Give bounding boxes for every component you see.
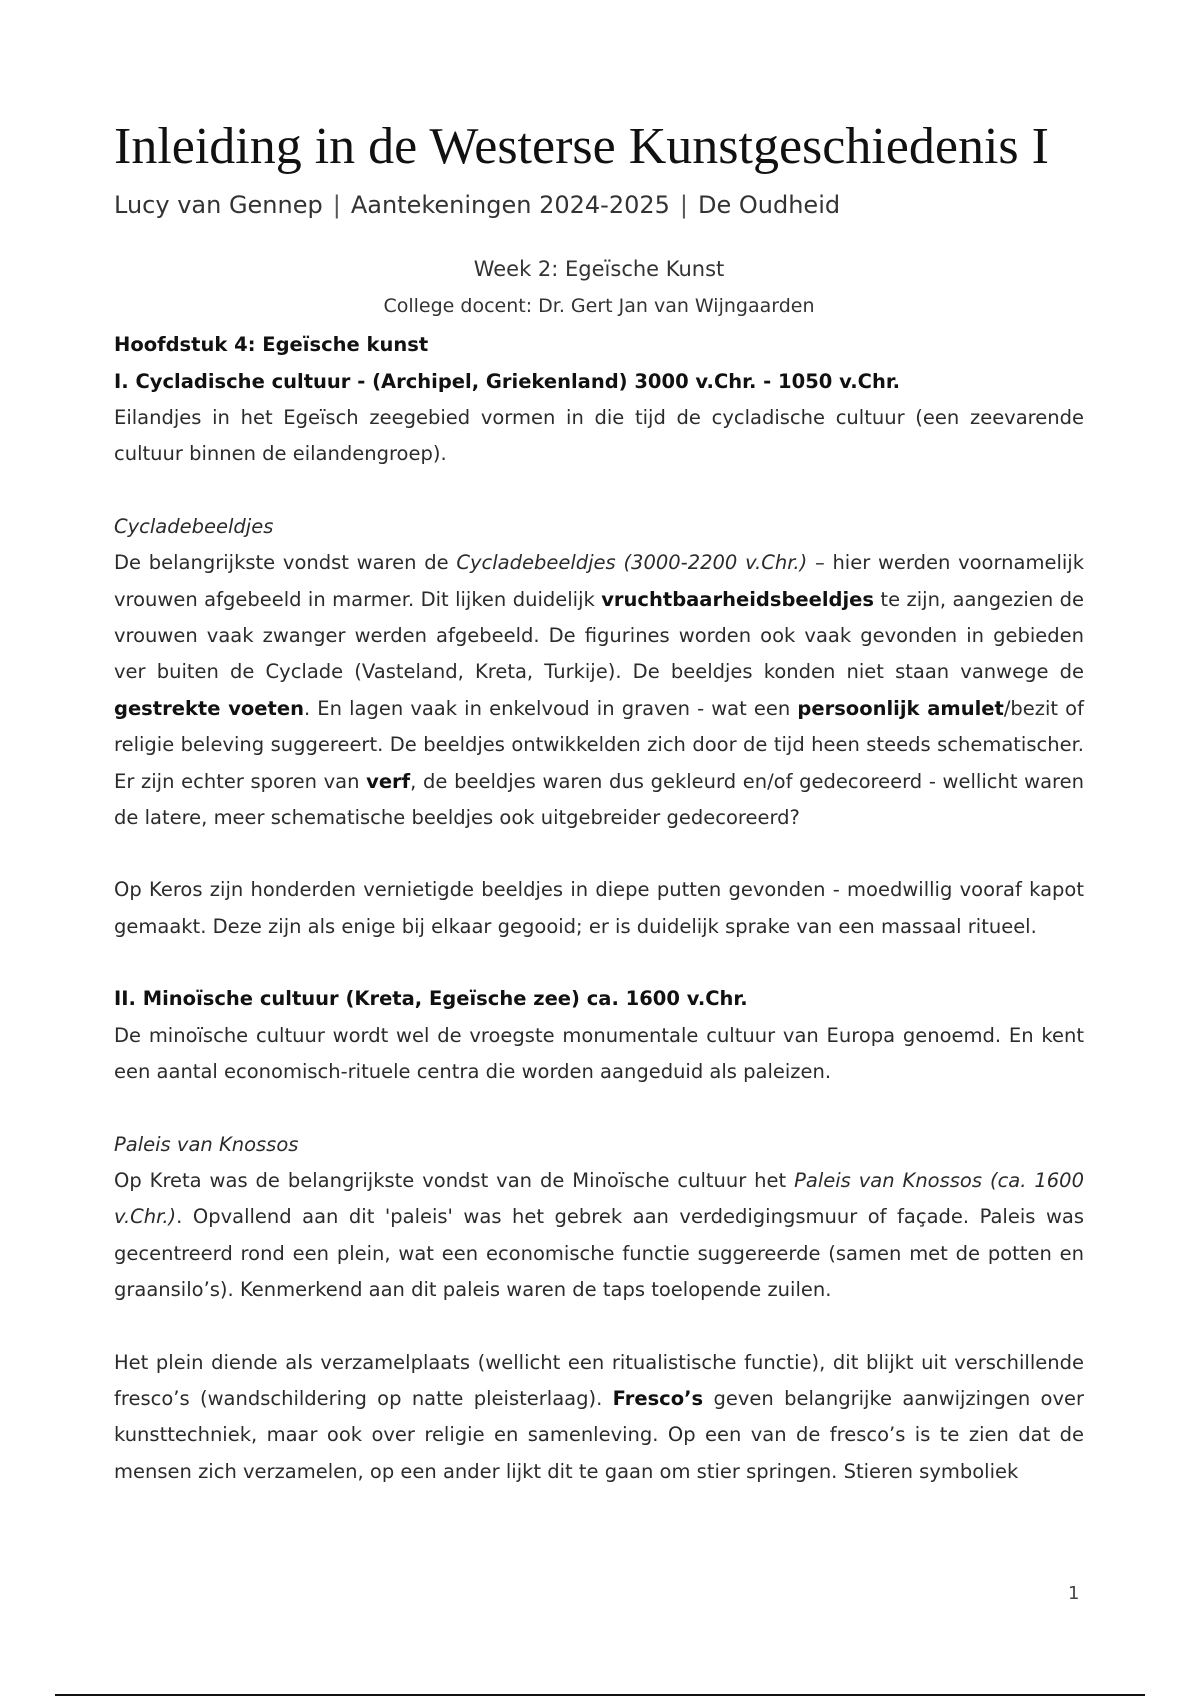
text: /bezit of religie beleving suggereert. De beeldjes ontwikkelden zich door de tijd heen steeds schematischer. Er zijn echter sporen van: [114, 696, 1084, 793]
lecturer-line: College docent: Dr. Gert Jan van Wijngaarden: [383, 295, 815, 318]
bold-term: persoonlijk amulet: [797, 696, 1004, 720]
section-intro-cycladic: Eilandjes in het Egeïsch zeegebied vormen in die tijd de cycladische cultuur (een zeevarende cultuur binnen de eilandengroep).: [114, 406, 1084, 466]
text: geven belangrijke aanwijzingen over kunsttechniek, maar ook over religie en samenleving. Op een van de fresco’s is te zien dat de mensen zich verzamelen, op een ander lijkt dit te gaan om stier springen. Stieren symboliek: [114, 1386, 1085, 1483]
paragraph-keros: Op Keros zijn honderden vernietigde beeldjes in diepe putten gevonden - moedwillig vooraf kapot gemaakt. Deze zijn als enige bij elkaar gegooid; er is duidelijk sprake van een massaal ritueel.: [114, 878, 1084, 938]
separator: |: [679, 191, 688, 220]
paragraph-cycladebeeldjes: [114, 545, 1084, 836]
notes-label: Aantekeningen 2024-2025: [350, 191, 670, 220]
italic-text: Cycladebeeldjes (3000-2200 v.Chr.): [456, 551, 808, 575]
paragraph-frescos: [114, 1345, 1084, 1491]
text: te zijn, aangezien de vrouwen vaak zwanger werden afgebeeld. De figurines worden ook vaak gevonden in gebieden ver buiten de Cyclade (Vasteland, Kreta, Turkije). De beeldjes konden niet staan vanwege de: [114, 587, 1084, 684]
document-title: Inleiding in de Westerse Kunstgeschiedenis I: [114, 118, 1049, 175]
bold-term: verf: [366, 769, 411, 793]
section-heading-minoan: II. Minoïsche cultuur (Kreta, Egeïsche zee) ca. 1600 v.Chr.: [114, 987, 748, 1011]
text: Op Kreta was de belangrijkste vondst van de Minoïsche cultuur het: [114, 1168, 795, 1192]
page-number: 1: [1068, 1583, 1080, 1604]
separator: |: [332, 191, 341, 220]
chapter-heading: Hoofdstuk 4: Egeïsche kunst: [114, 333, 429, 357]
footer-divider: [55, 1694, 1145, 1696]
text: . En lagen vaak in enkelvoud in graven - wat een: [303, 696, 798, 720]
italic-text: Paleis van Knossos (ca. 1600 v.Chr.): [114, 1168, 1084, 1229]
paragraph-knossos: [114, 1163, 1084, 1309]
document-page: [114, 118, 1084, 1490]
subheading-knossos: Paleis van Knossos: [114, 1132, 299, 1156]
bold-term: Fresco’s: [612, 1386, 704, 1410]
text: De belangrijkste vondst waren de: [114, 551, 457, 575]
bold-term: gestrekte voeten: [114, 696, 304, 720]
text: , de beeldjes waren dus gekleurd en/of gedecoreerd - wellicht waren de latere, meer schematische beeldjes ook uitgebreider gedecoreerd?: [114, 769, 1084, 830]
document-subtitle: [114, 191, 1084, 219]
text: – hier werden voornamelijk vrouwen afgebeeld in marmer. Dit lijken duidelijk: [114, 551, 1084, 611]
bold-term: vruchtbaarheidsbeeldjes: [601, 587, 875, 611]
subheading-cycladebeeldjes: Cycladebeeldjes: [114, 514, 274, 538]
week-heading: Week 2: Egeïsche Kunst: [473, 257, 725, 282]
period-label: De Oudheid: [698, 191, 841, 220]
text: Het plein diende als verzamelplaats (wellicht een ritualistische functie), dit blijkt uit verschillende fresco’s (wandschildering op natte pleisterlaag).: [114, 1350, 1084, 1410]
section-intro-minoan: De minoïsche cultuur wordt wel de vroegste monumentale cultuur van Europa genoemd. En kent een aantal economisch-rituele centra die worden aangeduid als paleizen.: [114, 1023, 1084, 1084]
author-name: Lucy van Gennep: [114, 191, 323, 220]
text: . Opvallend aan dit 'paleis' was het gebrek aan verdedigingsmuur of façade. Paleis was gecentreerd rond een plein, wat een economische functie suggereerde (samen met de potten en graansilo’s). Kenmerkend aan dit paleis waren de taps toelopende zuilen.: [114, 1205, 1084, 1302]
section-heading-cycladic: I. Cycladische cultuur - (Archipel, Griekenland) 3000 v.Chr. - 1050 v.Chr.: [114, 369, 901, 393]
